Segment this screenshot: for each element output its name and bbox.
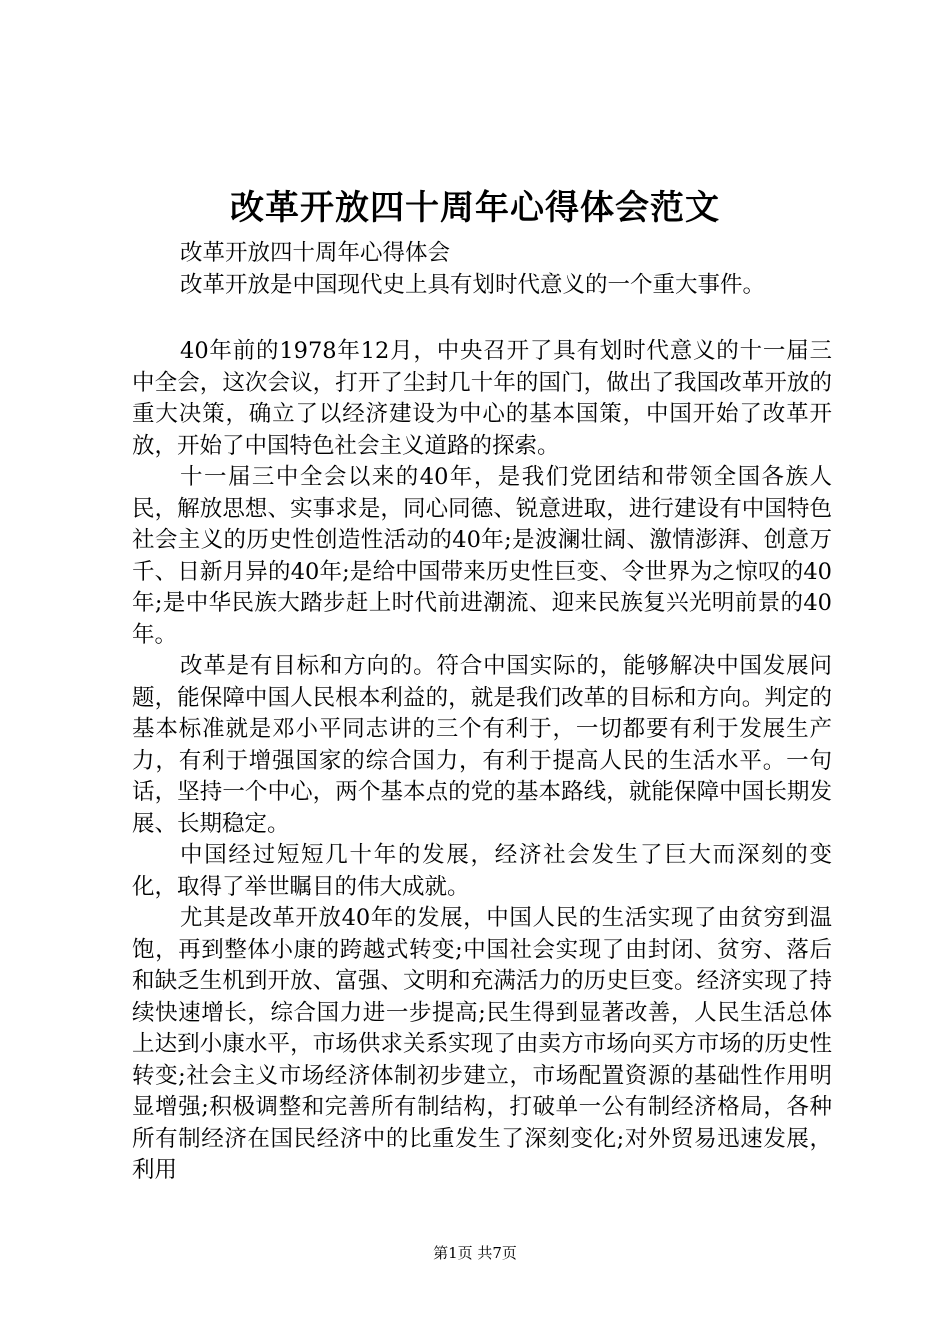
- paragraph-gap: [132, 301, 832, 336]
- paragraph: 40年前的1978年12月，中央召开了具有划时代意义的十一届三中全会，这次会议，打开了尘封几十年的国门，做出了我国改革开放的重大决策，确立了以经济建设为中心的基本国策，中国开始了改革开放，开始了中国特色社会主义道路的探索。: [132, 338, 832, 459]
- intro-line: 改革开放是中国现代史上具有划时代意义的一个重大事件。: [180, 271, 766, 298]
- document-body: [132, 238, 832, 1187]
- document-title: 改革开放四十周年心得体会范文: [230, 188, 720, 228]
- paragraph: 尤其是改革开放40年的发展，中国人民的生活实现了由贫穷到温饱，再到整体小康的跨越式转变;中国社会实现了由封闭、贫穷、落后和缺乏生机到开放、富强、文明和充满活力的历史巨变。经济实现了持续快速增长，综合国力进一步提高;民生得到显著改善，人民生活总体上达到小康水平，市场供求关系实现了由卖方市场向买方市场的历史性转变;社会主义市场经济体制初步建立，市场配置资源的基础性作用明显增强;积极调整和完善所有制结构，打破单一公有制经济格局，各种所有制经济在国民经济中的比重发生了深刻变化;对外贸易迅速发展，利用: [132, 905, 832, 1183]
- paragraph: 十一届三中全会以来的40年，是我们党团结和带领全国各族人民，解放思想、实事求是，同心同德、锐意进取，进行建设有中国特色社会主义的历史性创造性活动的40年;是波澜壮阔、激情澎湃、创意万千、日新月异的40年;是给中国带来历史性巨变、令世界为之惊叹的40年;是中华民族大踏步赶上时代前进潮流、迎来民族复兴光明前景的40年。: [132, 464, 832, 648]
- page-footer: 第1页 共7页: [433, 1244, 517, 1262]
- paragraph: 改革是有目标和方向的。符合中国实际的，能够解决中国发展问题，能保障中国人民根本利益的，就是我们改革的目标和方向。判定的基本标准就是邓小平同志讲的三个有利于，一切都要有利于发展生产力，有利于增强国家的综合国力，有利于提高人民的生活水平。一句话，坚持一个中心，两个基本点的党的基本路线，就能保障中国长期发展、长期稳定。: [132, 653, 832, 837]
- paragraph: 中国经过短短几十年的发展，经济社会发生了巨大而深刻的变化，取得了举世瞩目的伟大成就。: [132, 842, 832, 900]
- subtitle-line: 改革开放四十周年心得体会: [180, 240, 451, 266]
